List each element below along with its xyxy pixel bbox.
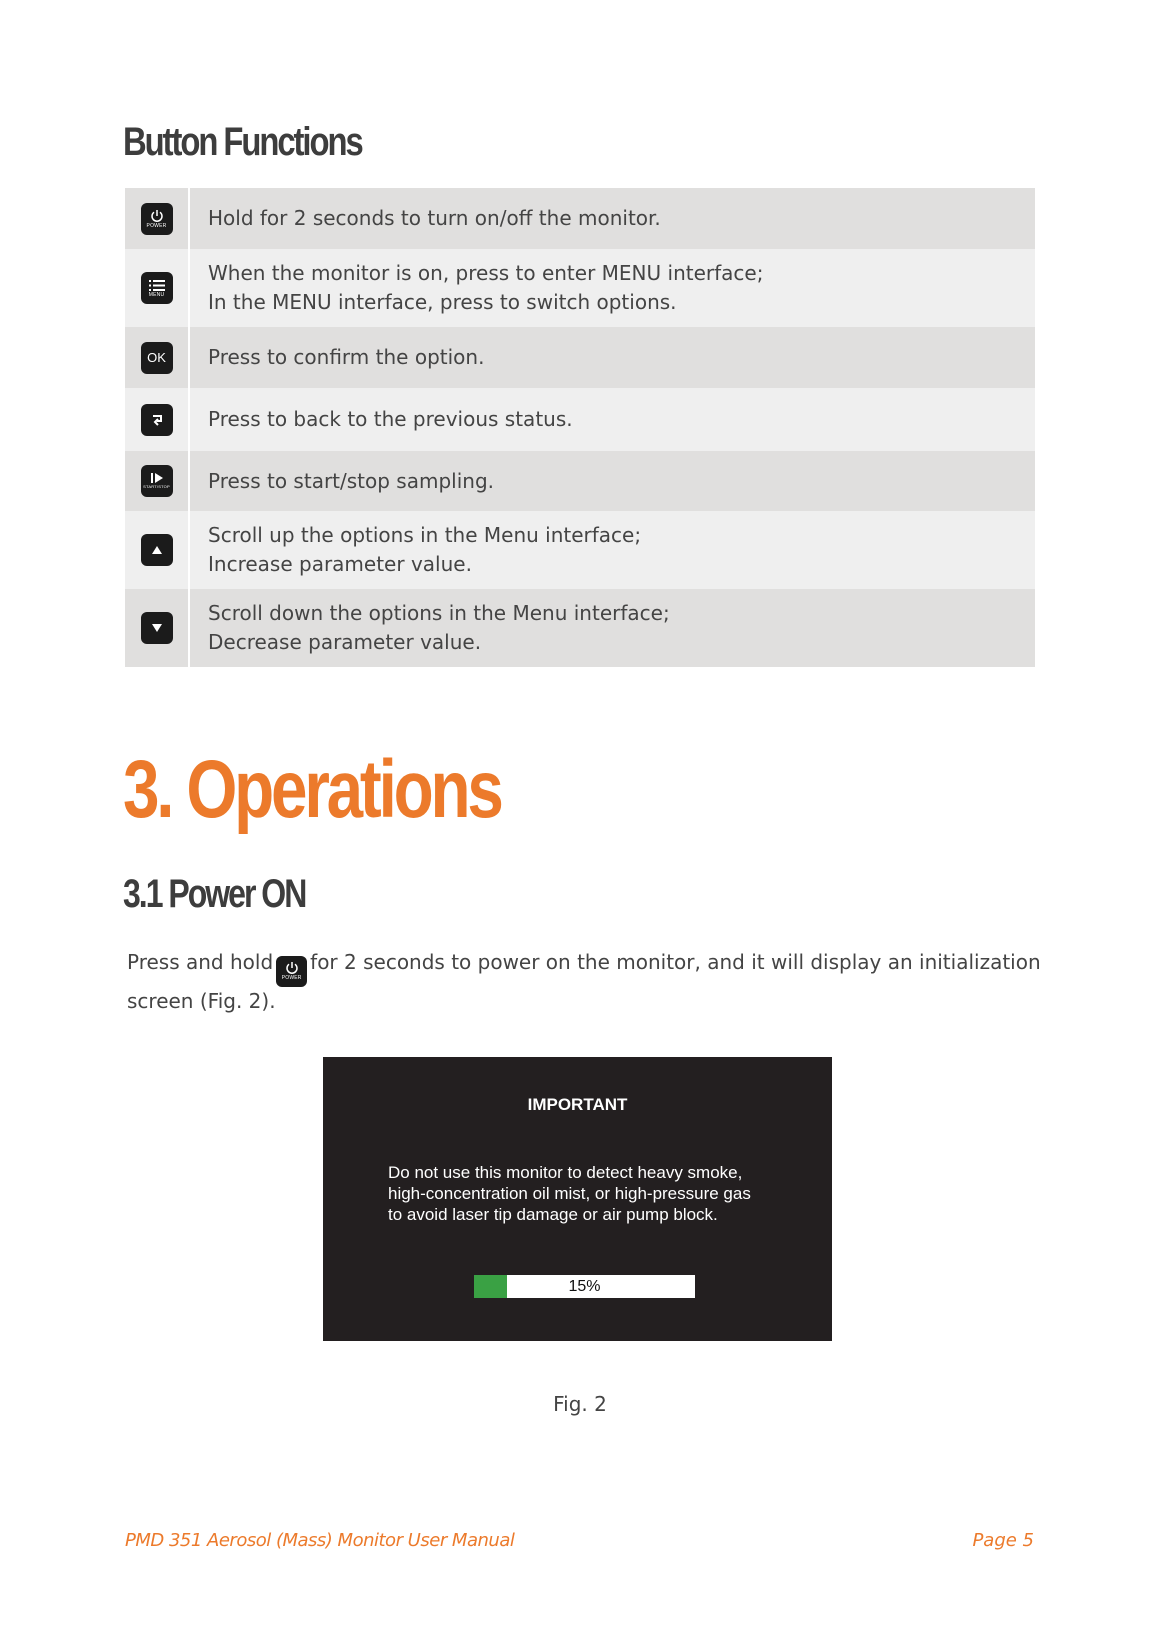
description-line: Decrease parameter value.	[208, 630, 482, 654]
ok-key-icon	[141, 342, 173, 374]
paragraph-text: for 2 seconds to power on the monitor, and it will display an initialization screen (Fig. 2).	[127, 950, 1041, 1013]
triangle-up-icon	[151, 545, 163, 555]
row-description	[190, 589, 1035, 667]
section-title: 3.1 Power ON	[123, 872, 306, 916]
row-description	[190, 188, 1035, 249]
menu-list-icon	[149, 279, 165, 292]
start-stop-key-icon	[141, 465, 173, 497]
back-arrow-icon	[150, 413, 164, 427]
power-icon	[285, 961, 299, 975]
footer-manual-title: PMD 351 Aerosol (Mass) Monitor User Manual	[125, 1530, 515, 1551]
down-key-icon	[141, 612, 173, 644]
table-row	[125, 511, 1035, 589]
power-on-paragraph	[127, 948, 1042, 1016]
icon-cell	[125, 188, 190, 249]
icon-cell	[125, 249, 190, 327]
table-row	[125, 589, 1035, 667]
triangle-down-icon	[151, 623, 163, 633]
up-key-icon	[141, 534, 173, 566]
button-functions-table	[125, 188, 1035, 667]
key-caption: START/STOP	[143, 484, 170, 489]
progress-label: 15%	[568, 1278, 601, 1295]
row-description	[190, 327, 1035, 388]
icon-cell	[125, 511, 190, 589]
row-description	[190, 388, 1035, 451]
row-description	[190, 511, 1035, 589]
back-key-icon	[141, 404, 173, 436]
progress-bar	[474, 1275, 695, 1298]
initialization-screen	[323, 1057, 832, 1341]
table-row	[125, 249, 1035, 327]
icon-cell	[125, 451, 190, 511]
description-line: When the monitor is on, press to enter MENU interface;	[208, 261, 764, 285]
power-key-icon	[276, 956, 307, 987]
description-line: Hold for 2 seconds to turn on/off the monitor.	[208, 206, 661, 230]
power-icon	[150, 209, 164, 223]
warning-line: Do not use this monitor to detect heavy smoke,	[388, 1163, 743, 1182]
description-line: Press to back to the previous status.	[208, 407, 573, 431]
key-caption: MENU	[148, 291, 165, 298]
section-heading: Button Functions	[123, 120, 362, 164]
description-line: Press to confirm the option.	[208, 345, 485, 369]
table-row	[125, 188, 1035, 249]
description-line: Scroll up the options in the Menu interface;	[208, 523, 642, 547]
table-row	[125, 327, 1035, 388]
paragraph-text: Press and hold	[127, 950, 274, 974]
power-key-icon	[141, 203, 173, 235]
menu-key-icon	[141, 272, 173, 304]
icon-cell	[125, 327, 190, 388]
row-description	[190, 249, 1035, 327]
play-pause-icon	[150, 472, 164, 484]
warning-line: high-concentration oil mist, or high-pressure gas	[388, 1184, 751, 1203]
description-line: Scroll down the options in the Menu interface;	[208, 601, 670, 625]
description-line: Increase parameter value.	[208, 552, 472, 576]
chapter-title: 3. Operations	[123, 744, 501, 835]
key-caption: POWER	[146, 222, 167, 229]
key-caption: POWER	[281, 975, 302, 981]
description-line: In the MENU interface, press to switch options.	[208, 290, 677, 314]
table-row	[125, 388, 1035, 451]
key-caption: OK	[147, 350, 166, 365]
row-description	[190, 451, 1035, 511]
icon-cell	[125, 388, 190, 451]
footer-page-number: Page 5	[972, 1530, 1034, 1551]
figure-caption: Fig. 2	[553, 1392, 607, 1416]
warning-text	[388, 1162, 808, 1225]
table-row	[125, 451, 1035, 511]
icon-cell	[125, 589, 190, 667]
description-line: Press to start/stop sampling.	[208, 468, 494, 493]
warning-line: to avoid laser tip damage or air pump block.	[388, 1205, 718, 1224]
screen-title: IMPORTANT	[527, 1095, 628, 1114]
